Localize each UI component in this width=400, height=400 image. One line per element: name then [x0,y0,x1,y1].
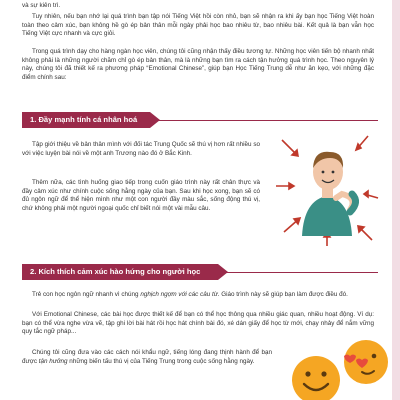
emoji-illustration [282,338,394,400]
section-1-paragraph-1: Tập giới thiệu về bản thân mình với đối tác Trung Quốc sẽ thú vị hơn rất nhiều so với việc luyện bài nói về một anh Trương nào đó ở Bắc Kinh. [22,141,260,157]
emoji-heart-icon [344,340,388,384]
section-1-heading: 1. Đầy mạnh tính cá nhân hoá [22,112,150,128]
person-pointing-illustration [272,128,382,248]
section-2-paragraph-1: Trẻ con học ngôn ngữ nhanh vì chúng nghịch ngợm với các câu từ. Giáo trình này sẽ giúp bạn làm được điều đó. [32,291,348,298]
section-2-paragraph-3: Chúng tôi cũng đưa vào các cách nói khẩu ngữ, tiếng lóng đang thịnh hành để bạn được tận hưởng những biến tấu thú vị của Tiếng Trung trong cuộc sống hằng ngày. [22,349,272,365]
section-2-heading: 2. Kích thích cảm xúc hào hứng cho người học [22,264,218,280]
intro-paragraph-1: Tuy nhiên, nếu bạn nhớ lại quá trình bạn tập nói Tiếng Việt hồi còn nhỏ, bạn sẽ nhận ra khi ấy bạn học Tiếng Việt hoàn toàn theo cảm xúc, bạn không hề gò ép bản thân mỗi ngày phải học bao nhiêu từ, bao nhiêu bài. Kết quả là bạn vẫn học Tiếng Việt cực nhanh và cực giỏi. [22,13,374,38]
continued-text [22,2,374,11]
section-2-paragraph-2: Với Emotional Chinese, các bài học được thiết kế để bạn có thể học thông qua nhiều giác quan, nhiều hoạt động. Ví dụ: bạn có thể vừa nghe vừa vẽ, tập ghi lời bài hát rồi học hát chính bài đó, xé dán giấy để học từ mới, chạy nhảy để nắm vững quy tắc ngữ pháp... [22,311,374,336]
emoji-smile-icon [292,356,340,400]
section-1-paragraph-2: Thêm nữa, các tình huống giao tiếp trong cuốn giáo trình này rất chân thực và đầy cảm xúc như chính cuộc sống hằng ngày của bạn. Sau khi học xong, bạn sẽ có đủ ngôn ngữ để thể hiện mình như một con người đầy màu sắc, sống động thú vị, chứ không phải một người ngoại quốc chỉ biết nói một vài mẫu câu. [22,179,260,212]
intro-paragraph-2: Trong quá trình dạy cho hàng ngàn học viên, chúng tôi cũng nhận thấy điều tương tự. Những học viên tiến bộ nhanh nhất không phải là những người chăm chỉ gò ép bản thân, mà là những bạn tìm ra cách tận hưởng quá trình học. Theo nguyên lý này, chúng tôi đã thiết kế ra phương pháp “Emotional Chinese”, giúp bạn Học Tiếng Trung dễ như ăn kẹo, với những đặc điểm chính sau: [22,48,374,81]
top-line-text: và sự kiên trì. [22,2,61,9]
